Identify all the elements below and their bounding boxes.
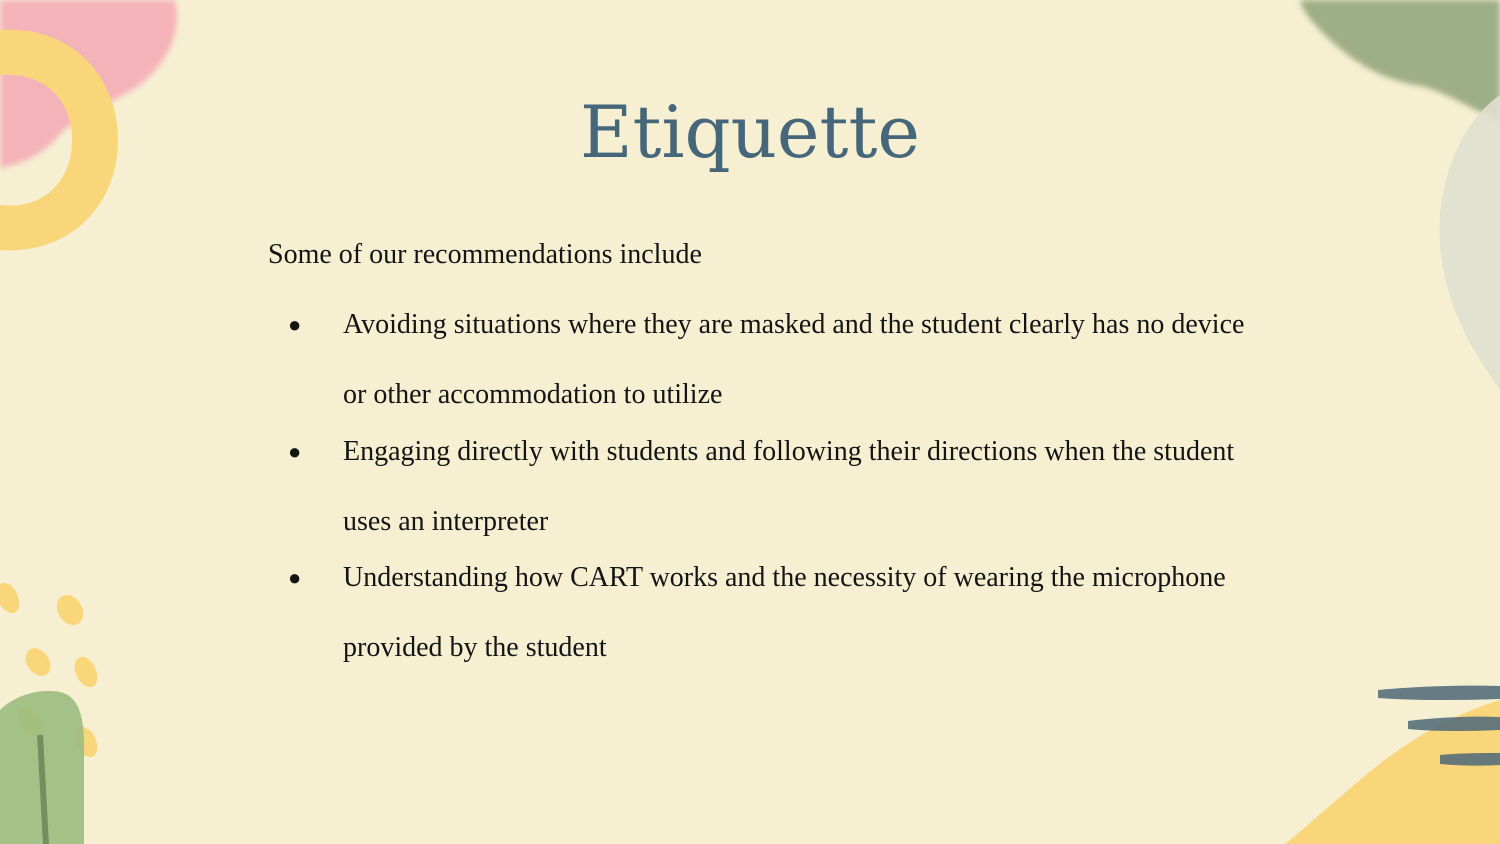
intro-text: Some of our recommendations include	[268, 239, 702, 270]
bullet-list	[268, 290, 1248, 684]
bullet-text: Avoiding situations where they are masked and the student clearly has no device or other accommodation to utilize	[343, 309, 1245, 411]
list-item	[268, 417, 1248, 558]
slide-body	[268, 234, 1248, 684]
list-item	[268, 290, 1248, 431]
bullet-text: Understanding how CART works and the necessity of wearing the microphone provided by the student	[343, 562, 1226, 664]
bullet-text: Engaging directly with students and following their directions when the student uses an interpreter	[343, 435, 1235, 537]
bullet-icon: ●	[288, 438, 302, 464]
bullet-icon: ●	[288, 565, 302, 591]
bullet-icon: ●	[288, 312, 302, 337]
list-item	[268, 543, 1248, 684]
slide-title: Etiquette	[579, 90, 921, 174]
